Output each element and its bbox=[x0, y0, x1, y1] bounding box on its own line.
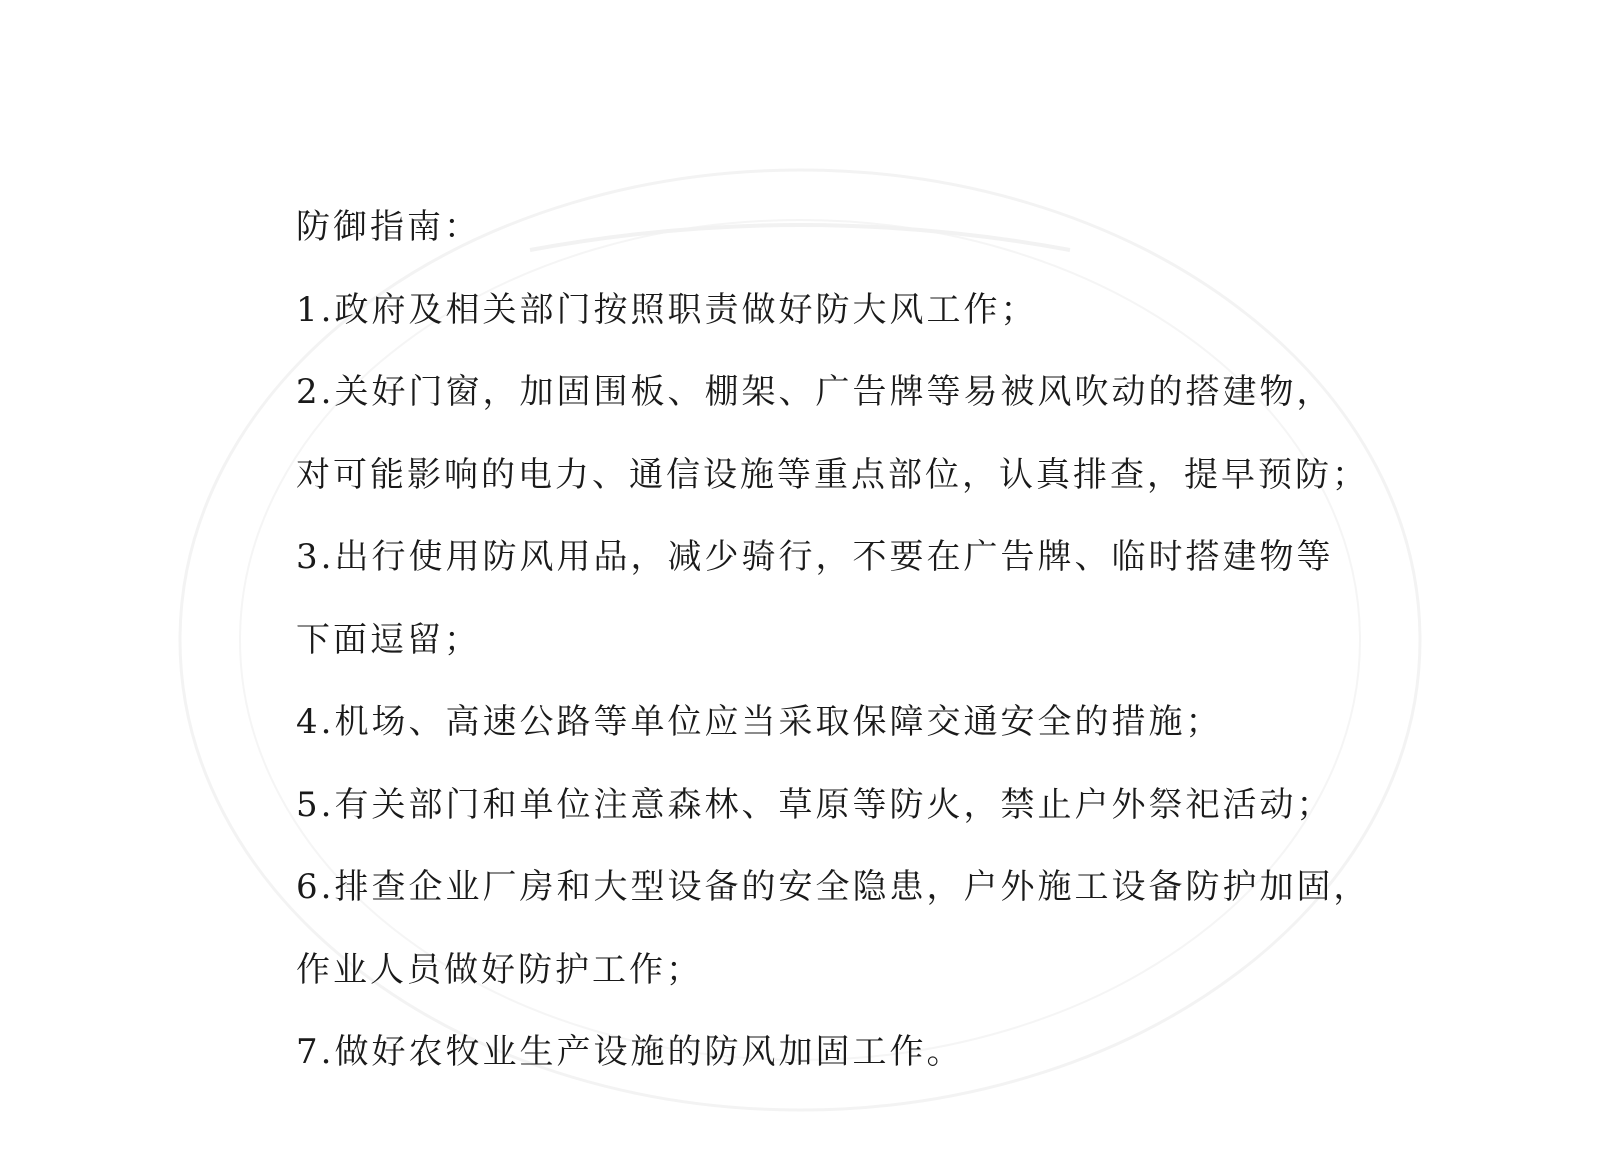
guide-line: 1.政府及相关部门按照职责做好防大风工作； bbox=[296, 289, 1038, 330]
guide-line: 3.出行使用防风用品，减少骑行，不要在广告牌、临时搭建物等 bbox=[296, 537, 1334, 577]
guide-line: 下面逗留； bbox=[296, 619, 481, 660]
guide-line: 6.排查企业厂房和大型设备的安全隐患，户外施工设备防护加固， bbox=[296, 867, 1371, 907]
guide-line: 4.机场、高速公路等单位应当采取保障交通安全的措施； bbox=[296, 702, 1223, 742]
guide-line: 7.做好农牧业生产设施的防风加固工作。 bbox=[296, 1032, 964, 1072]
defense-guide bbox=[296, 207, 1376, 1115]
guide-line: 对可能影响的电力、通信设施等重点部位，认真排查，提早预防； bbox=[296, 454, 1369, 495]
guide-heading: 防御指南： bbox=[296, 207, 481, 247]
guide-line: 5.有关部门和单位注意森林、草原等防火，禁止户外祭祀活动； bbox=[296, 784, 1334, 825]
guide-line: 作业人员做好防护工作； bbox=[296, 949, 703, 990]
guide-line: 2.关好门窗，加固围板、棚架、广告牌等易被风吹动的搭建物， bbox=[296, 372, 1334, 412]
